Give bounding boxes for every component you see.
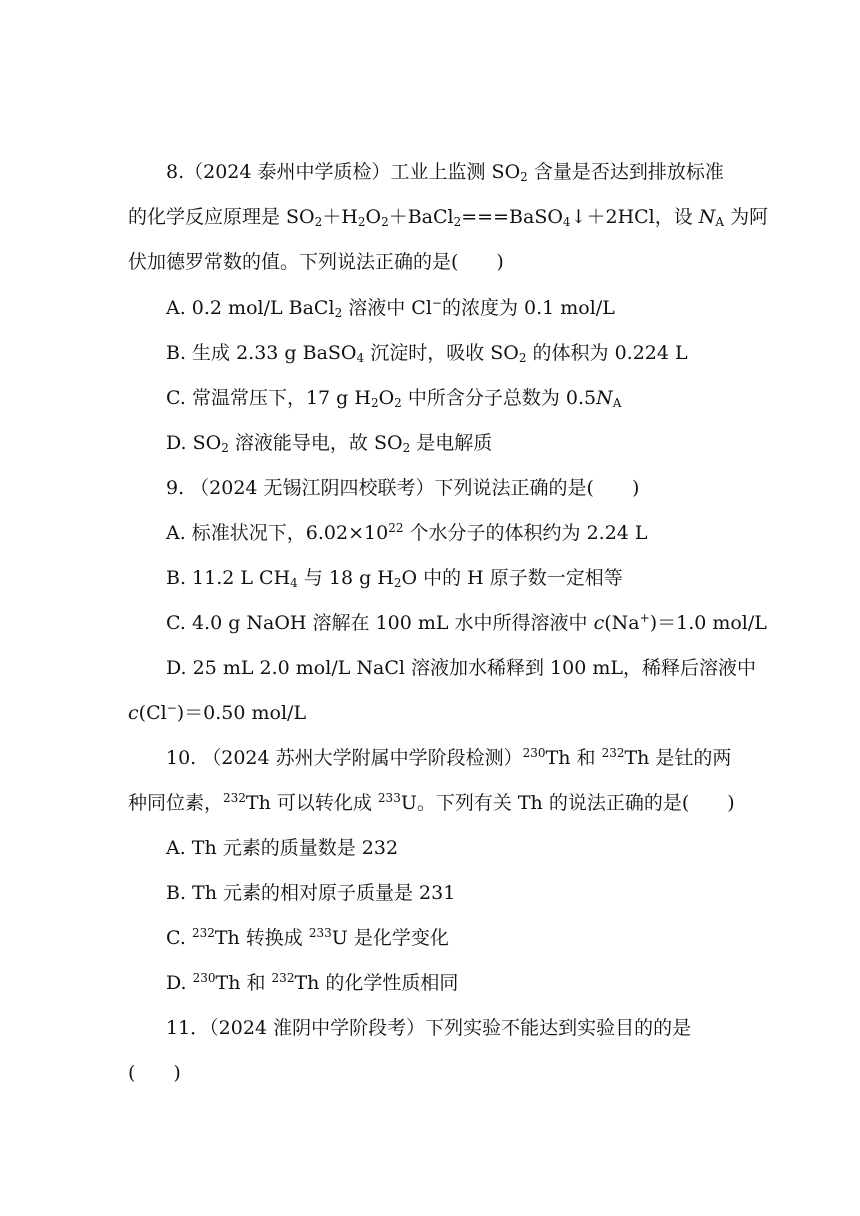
q9-option-c: C. 4.0 g NaOH 溶解在 100 mL 水中所得溶液中 c(Na+)＝1.0 mol/L [166, 611, 767, 634]
q10-option-c: C. $^{232}$Th 转换成 $^{233}$U 是化学变化 [166, 926, 449, 949]
q10-stem-line-1: 10. （2024 苏州大学附属中学阶段检测）$^{230}$Th 和 $^{232}$Th 是钍的两 [166, 746, 732, 769]
q11-stem-line-2: ( ) [128, 1062, 181, 1084]
q8-option-c: C. 常温常压下，17 g $H_2O_2$ 中所含分子总数为 $0.5N_A$ [166, 387, 622, 410]
q9-stem: 9. （2024 无锡江阴四校联考）下列说法正确的是( ) [166, 477, 640, 499]
q8-option-a: A. 0.2 mol/L BaCl$_2$ 溶液中 Cl−的浓度为 0.1 mol/L [166, 296, 615, 320]
q10-option-b: B. Th 元素的相对原子质量是 231 [166, 882, 456, 904]
q9-option-d-line-2: c(Cl−)＝0.50 mol/L [128, 701, 307, 724]
q9-option-d-line-1: D. 25 mL 2.0 mol/L NaCl 溶液加水稀释到 100 mL，稀释后溶液中 [166, 657, 756, 679]
q8-stem-line-1: 8.（2024 泰州中学质检）工业上监测 $SO_2$ 含量是否达到排放标准 [166, 161, 724, 184]
q11-stem-line-1: 11．（2024 淮阴中学阶段考）下列实验不能达到实验目的的是 [166, 1017, 692, 1039]
q8-option-d: D. $SO_2$ 溶液能导电，故 $SO_2$ 是电解质 [166, 432, 493, 455]
q10-option-d: D. $^{230}$Th 和 $^{232}$Th 的化学性质相同 [166, 971, 459, 994]
q8-stem-line-3: 伏加德罗常数的值。下列说法正确的是( ) [128, 251, 504, 273]
q9-option-b: B. 11.2 L $CH_4$ 与 18 g $H_2O$ 中的 H 原子数一定相等 [166, 567, 623, 590]
q8-option-b: B. 生成 2.33 g BaSO$_4$ 沉淀时，吸收 $SO_2$ 的体积为 0.224 L [166, 342, 688, 365]
q9-option-a: A. 标准状况下，$6.02\times 10^{22}$ 个水分子的体积约为 2.24 L [166, 521, 648, 544]
q10-option-a: A. Th 元素的质量数是 232 [166, 837, 399, 859]
q10-stem-line-2: 种同位素，$^{232}$Th 可以转化成 $^{233}$U。下列有关 Th 的说法正确的是( ) [128, 791, 735, 814]
q8-stem-line-2: 的化学反应原理是 $SO_2+H_2O_2+BaCl_2===BaSO_4↓+2HCl$，设 $N_A$ 为阿 [128, 206, 769, 229]
